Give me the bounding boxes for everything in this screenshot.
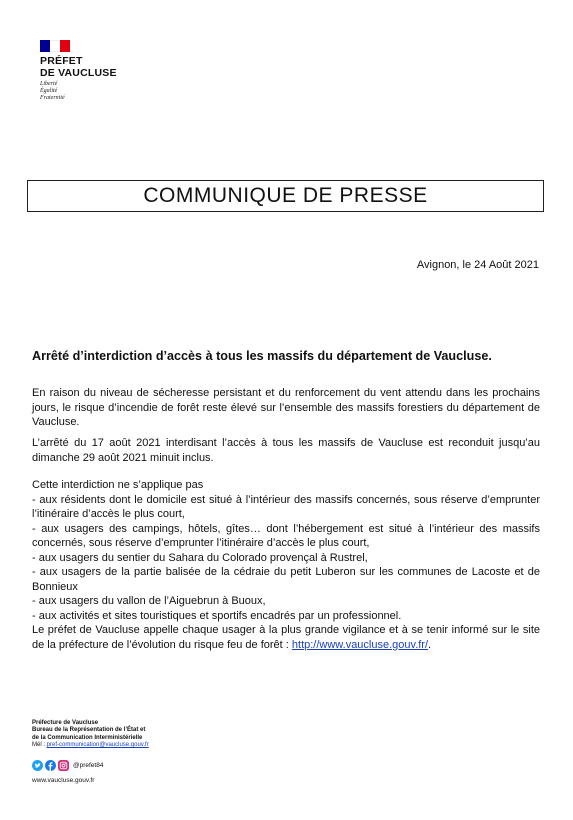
facebook-icon[interactable] — [45, 760, 56, 771]
footer-mail-line — [32, 742, 149, 749]
paragraph-vigilance — [32, 623, 540, 652]
mail-link[interactable]: pref-communication@vaucluse.gouv.fr — [46, 741, 149, 748]
exceptions-intro: Cette interdiction ne s’applique pas — [32, 479, 204, 491]
list-item: - aux résidents dont le domicile est situé à l’intérieur des massifs concernés, sous réserve d’emprunter l’itinéraire d’accès le plus court, — [32, 493, 540, 520]
footer-line1: Préfecture de Vaucluse — [32, 720, 99, 726]
vigilance-suffix: . — [428, 638, 432, 651]
footer-website: www.vaucluse.gouv.fr — [32, 777, 95, 784]
logo-title — [40, 55, 160, 79]
prefecture-website-link[interactable]: http://www.vaucluse.gouv.fr/ — [291, 638, 429, 651]
list-item: - aux usagers des campings, hôtels, gîtes… dont l’hébergement est situé à l’intérieur des massifs concernés, sous réserve d’emprunter l’itinéraire d’accès le plus court, — [32, 522, 540, 549]
paragraph-decree: L’arrêté du 17 août 2021 interdisant l’accès à tous les massifs de Vaucluse est reconduit jusqu’au dimanche 29 août 2021 minuit inclus. — [32, 437, 540, 464]
logo-motto — [40, 81, 160, 102]
prefecture-logo — [40, 40, 160, 102]
list-item: - aux usagers du vallon de l’Aiguebrun à Buoux, — [32, 595, 266, 607]
twitter-icon[interactable] — [32, 760, 43, 771]
logo-title-line1: PRÉFET — [40, 55, 83, 67]
motto-liberte: Liberté — [40, 81, 58, 87]
logo-title-line2: DE VAUCLUSE — [40, 67, 117, 79]
list-item: - aux usagers du sentier du Sahara du Colorado provençal à Rustrel, — [32, 551, 368, 564]
mail-label: Mél : — [32, 741, 47, 748]
list-item: - aux activités et sites touristiques et sportifs encadrés par un professionnel. — [32, 609, 402, 622]
social-handle: @prefet84 — [73, 762, 104, 769]
footer-line2: Bureau de la Représentation de l’État et — [32, 727, 146, 734]
footer-contact — [32, 720, 149, 749]
motto-fraternite: Fraternité — [40, 95, 65, 101]
footer-line3: de la Communication Interministérielle — [32, 734, 143, 741]
paragraph-drought: En raison du niveau de sécheresse persistant et du renforcement du vent attendu dans les prochains jours, le risque d’incendie de forêt reste élevé sur l’ensemble des massifs forestiers du département de Vaucluse. — [32, 387, 540, 428]
document-heading: Arrêté d’interdiction d’accès à tous les massifs du département de Vaucluse. — [32, 349, 492, 363]
social-links — [32, 760, 103, 771]
instagram-icon[interactable] — [58, 760, 69, 771]
press-release-title: COMMUNIQUE DE PRESSE — [27, 180, 544, 212]
motto-egalite: Égalité — [40, 88, 58, 94]
list-item: - aux usagers de la partie balisée de la cédraie du petit Luberon sur les communes de Lacoste et de Bonnieux — [32, 566, 540, 593]
french-flag-icon — [40, 40, 70, 52]
vigilance-text: Le préfet de Vaucluse appelle chaque usager à la plus grande vigilance et à se tenir informé sur le site de la préfecture de l’évolution du risque feu de forêt : — [32, 624, 540, 651]
exceptions-list — [32, 478, 540, 623]
date-line: Avignon, le 24 Août 2021 — [416, 259, 539, 271]
